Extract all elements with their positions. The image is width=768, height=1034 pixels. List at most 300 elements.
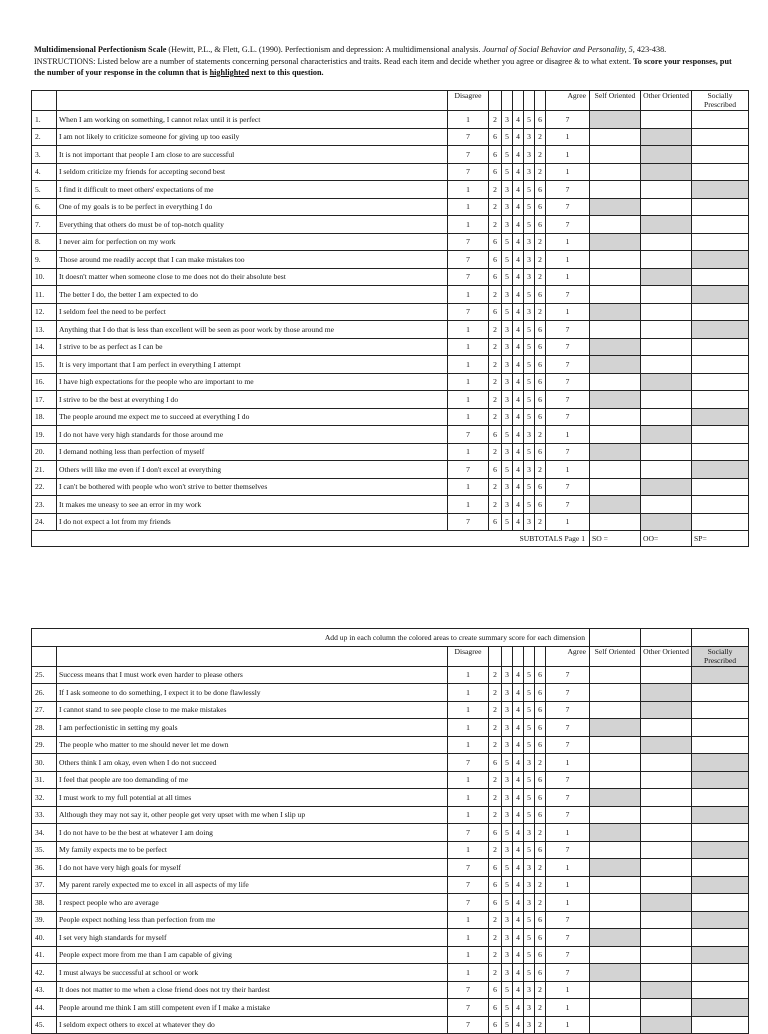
scale-value[interactable]: 4: [513, 981, 524, 999]
scale-value[interactable]: 2: [489, 946, 502, 964]
social-score-cell[interactable]: [692, 408, 749, 426]
scale-value[interactable]: 4: [513, 876, 524, 894]
scale-value[interactable]: 4: [513, 338, 524, 356]
scale-value[interactable]: 5: [524, 443, 535, 461]
scale-value[interactable]: 1: [448, 408, 489, 426]
scale-value[interactable]: 1: [448, 684, 489, 702]
scale-value[interactable]: 5: [524, 286, 535, 304]
scale-value[interactable]: 1: [448, 181, 489, 199]
scale-value[interactable]: 3: [524, 233, 535, 251]
scale-value[interactable]: 2: [489, 391, 502, 409]
scale-value[interactable]: 7: [546, 391, 590, 409]
scale-value[interactable]: 2: [489, 806, 502, 824]
social-score-cell[interactable]: [692, 946, 749, 964]
scale-value[interactable]: 6: [489, 303, 502, 321]
scale-value[interactable]: 6: [535, 496, 546, 514]
social-score-cell[interactable]: [692, 806, 749, 824]
social-score-cell[interactable]: [692, 233, 749, 251]
other-score-cell[interactable]: [641, 929, 692, 947]
scale-value[interactable]: 2: [535, 303, 546, 321]
scale-value[interactable]: 5: [502, 981, 513, 999]
scale-value[interactable]: 1: [546, 981, 590, 999]
scale-value[interactable]: 2: [535, 163, 546, 181]
sp-subtotal[interactable]: SP=: [692, 531, 749, 547]
oo-subtotal[interactable]: OO=: [641, 531, 692, 547]
scale-value[interactable]: 3: [524, 513, 535, 531]
scale-value[interactable]: 5: [502, 876, 513, 894]
social-score-cell[interactable]: [692, 666, 749, 684]
scale-value[interactable]: 1: [448, 911, 489, 929]
scale-value[interactable]: 7: [546, 946, 590, 964]
scale-value[interactable]: 7: [448, 824, 489, 842]
scale-value[interactable]: 3: [502, 408, 513, 426]
self-score-cell[interactable]: [590, 513, 641, 531]
scale-value[interactable]: 6: [535, 111, 546, 129]
social-score-cell[interactable]: [692, 859, 749, 877]
scale-value[interactable]: 1: [448, 478, 489, 496]
scale-value[interactable]: 5: [524, 946, 535, 964]
scale-value[interactable]: 2: [535, 824, 546, 842]
scale-value[interactable]: 5: [524, 391, 535, 409]
scale-value[interactable]: 5: [524, 356, 535, 374]
self-score-cell[interactable]: [590, 789, 641, 807]
scale-value[interactable]: 2: [489, 338, 502, 356]
other-score-cell[interactable]: [641, 701, 692, 719]
scale-value[interactable]: 4: [513, 946, 524, 964]
self-score-cell[interactable]: [590, 198, 641, 216]
self-score-cell[interactable]: [590, 1016, 641, 1034]
scale-value[interactable]: 2: [535, 876, 546, 894]
other-score-cell[interactable]: [641, 356, 692, 374]
scale-value[interactable]: 6: [535, 408, 546, 426]
scale-value[interactable]: 6: [489, 426, 502, 444]
social-score-cell[interactable]: [692, 373, 749, 391]
other-score-cell[interactable]: [641, 684, 692, 702]
scale-value[interactable]: 5: [502, 251, 513, 269]
scale-value[interactable]: 4: [513, 321, 524, 339]
social-score-cell[interactable]: [692, 789, 749, 807]
scale-value[interactable]: 2: [489, 443, 502, 461]
scale-value[interactable]: 7: [546, 789, 590, 807]
scale-value[interactable]: 1: [546, 146, 590, 164]
scale-value[interactable]: 2: [489, 321, 502, 339]
scale-value[interactable]: 1: [448, 356, 489, 374]
scale-value[interactable]: 6: [489, 128, 502, 146]
scale-value[interactable]: 3: [502, 198, 513, 216]
scale-value[interactable]: 1: [546, 859, 590, 877]
self-score-cell[interactable]: [590, 929, 641, 947]
scale-value[interactable]: 4: [513, 911, 524, 929]
social-score-cell[interactable]: [692, 911, 749, 929]
self-score-cell[interactable]: [590, 841, 641, 859]
scale-value[interactable]: 7: [546, 719, 590, 737]
self-score-cell[interactable]: [590, 876, 641, 894]
other-score-cell[interactable]: [641, 719, 692, 737]
scale-value[interactable]: 2: [535, 251, 546, 269]
scale-value[interactable]: 3: [524, 999, 535, 1017]
other-score-cell[interactable]: [641, 771, 692, 789]
scale-value[interactable]: 3: [502, 929, 513, 947]
scale-value[interactable]: 4: [513, 461, 524, 479]
scale-value[interactable]: 6: [535, 321, 546, 339]
scale-value[interactable]: 7: [448, 163, 489, 181]
scale-value[interactable]: 4: [513, 999, 524, 1017]
scale-value[interactable]: 4: [513, 128, 524, 146]
scale-value[interactable]: 4: [513, 513, 524, 531]
scale-value[interactable]: 1: [546, 303, 590, 321]
scale-value[interactable]: 2: [489, 701, 502, 719]
scale-value[interactable]: 2: [489, 911, 502, 929]
scale-value[interactable]: 2: [489, 964, 502, 982]
scale-value[interactable]: 4: [513, 391, 524, 409]
other-score-cell[interactable]: [641, 408, 692, 426]
scale-value[interactable]: 4: [513, 111, 524, 129]
scale-value[interactable]: 3: [502, 684, 513, 702]
scale-value[interactable]: 2: [489, 286, 502, 304]
social-score-cell[interactable]: [692, 321, 749, 339]
social-score-cell[interactable]: [692, 216, 749, 234]
scale-value[interactable]: 5: [502, 754, 513, 772]
scale-value[interactable]: 7: [546, 911, 590, 929]
scale-value[interactable]: 7: [448, 999, 489, 1017]
scale-value[interactable]: 4: [513, 824, 524, 842]
self-score-cell[interactable]: [590, 981, 641, 999]
scale-value[interactable]: 5: [502, 1016, 513, 1034]
self-score-cell[interactable]: [590, 181, 641, 199]
scale-value[interactable]: 7: [448, 128, 489, 146]
scale-value[interactable]: 4: [513, 894, 524, 912]
scale-value[interactable]: 6: [489, 251, 502, 269]
scale-value[interactable]: 6: [489, 1016, 502, 1034]
scale-value[interactable]: 2: [489, 478, 502, 496]
scale-value[interactable]: 5: [524, 216, 535, 234]
scale-value[interactable]: 6: [535, 666, 546, 684]
scale-value[interactable]: 4: [513, 929, 524, 947]
self-score-cell[interactable]: [590, 719, 641, 737]
scale-value[interactable]: 5: [502, 513, 513, 531]
self-score-cell[interactable]: [590, 754, 641, 772]
scale-value[interactable]: 1: [546, 251, 590, 269]
scale-value[interactable]: 1: [448, 286, 489, 304]
other-score-cell[interactable]: [641, 911, 692, 929]
scale-value[interactable]: 6: [489, 824, 502, 842]
scale-value[interactable]: 3: [502, 789, 513, 807]
scale-value[interactable]: 3: [502, 181, 513, 199]
social-score-cell[interactable]: [692, 181, 749, 199]
scale-value[interactable]: 2: [489, 408, 502, 426]
scale-value[interactable]: 6: [535, 841, 546, 859]
scale-value[interactable]: 1: [546, 894, 590, 912]
scale-value[interactable]: 3: [502, 496, 513, 514]
self-score-cell[interactable]: [590, 964, 641, 982]
scale-value[interactable]: 5: [524, 806, 535, 824]
other-score-cell[interactable]: [641, 789, 692, 807]
social-score-cell[interactable]: [692, 391, 749, 409]
scale-value[interactable]: 1: [448, 443, 489, 461]
scale-value[interactable]: 1: [448, 198, 489, 216]
scale-value[interactable]: 1: [448, 666, 489, 684]
scale-value[interactable]: 6: [535, 684, 546, 702]
other-score-cell[interactable]: [641, 251, 692, 269]
scale-value[interactable]: 5: [524, 684, 535, 702]
scale-value[interactable]: 3: [502, 391, 513, 409]
self-score-cell[interactable]: [590, 251, 641, 269]
self-score-cell[interactable]: [590, 824, 641, 842]
scale-value[interactable]: 5: [524, 841, 535, 859]
other-score-cell[interactable]: [641, 666, 692, 684]
scale-value[interactable]: 2: [489, 719, 502, 737]
scale-value[interactable]: 5: [524, 321, 535, 339]
scale-value[interactable]: 7: [448, 876, 489, 894]
other-score-cell[interactable]: [641, 216, 692, 234]
scale-value[interactable]: 3: [524, 163, 535, 181]
scale-value[interactable]: 6: [489, 754, 502, 772]
scale-value[interactable]: 4: [513, 789, 524, 807]
scale-value[interactable]: 4: [513, 666, 524, 684]
scale-value[interactable]: 6: [489, 876, 502, 894]
scale-value[interactable]: 5: [502, 894, 513, 912]
scale-value[interactable]: 4: [513, 303, 524, 321]
scale-value[interactable]: 2: [535, 981, 546, 999]
scale-value[interactable]: 5: [502, 859, 513, 877]
scale-value[interactable]: 4: [513, 771, 524, 789]
scale-value[interactable]: 6: [489, 461, 502, 479]
other-score-cell[interactable]: [641, 1016, 692, 1034]
scale-value[interactable]: 6: [489, 513, 502, 531]
social-score-cell[interactable]: [692, 198, 749, 216]
scale-value[interactable]: 6: [535, 478, 546, 496]
scale-value[interactable]: 7: [546, 496, 590, 514]
scale-value[interactable]: 7: [546, 408, 590, 426]
scale-value[interactable]: 5: [524, 408, 535, 426]
scale-value[interactable]: 7: [546, 181, 590, 199]
social-score-cell[interactable]: [692, 286, 749, 304]
scale-value[interactable]: 3: [502, 338, 513, 356]
scale-value[interactable]: 2: [535, 999, 546, 1017]
self-score-cell[interactable]: [590, 146, 641, 164]
scale-value[interactable]: 1: [546, 426, 590, 444]
other-score-cell[interactable]: [641, 426, 692, 444]
scale-value[interactable]: 2: [489, 181, 502, 199]
scale-value[interactable]: 2: [535, 894, 546, 912]
scale-value[interactable]: 3: [502, 911, 513, 929]
self-score-cell[interactable]: [590, 666, 641, 684]
other-score-cell[interactable]: [641, 999, 692, 1017]
self-score-cell[interactable]: [590, 771, 641, 789]
scale-value[interactable]: 7: [448, 426, 489, 444]
scale-value[interactable]: 7: [448, 233, 489, 251]
scale-value[interactable]: 6: [535, 736, 546, 754]
other-score-cell[interactable]: [641, 181, 692, 199]
self-score-cell[interactable]: [590, 303, 641, 321]
other-score-cell[interactable]: [641, 128, 692, 146]
scale-value[interactable]: 2: [489, 771, 502, 789]
scale-value[interactable]: 3: [524, 128, 535, 146]
scale-value[interactable]: 1: [546, 233, 590, 251]
scale-value[interactable]: 3: [502, 286, 513, 304]
social-score-cell[interactable]: [692, 841, 749, 859]
scale-value[interactable]: 7: [448, 1016, 489, 1034]
scale-value[interactable]: 3: [524, 754, 535, 772]
scale-value[interactable]: 3: [502, 321, 513, 339]
self-score-cell[interactable]: [590, 268, 641, 286]
scale-value[interactable]: 5: [524, 719, 535, 737]
scale-value[interactable]: 2: [535, 754, 546, 772]
scale-value[interactable]: 5: [502, 303, 513, 321]
scale-value[interactable]: 4: [513, 408, 524, 426]
social-score-cell[interactable]: [692, 163, 749, 181]
scale-value[interactable]: 7: [546, 286, 590, 304]
scale-value[interactable]: 7: [546, 736, 590, 754]
social-score-cell[interactable]: [692, 701, 749, 719]
other-score-cell[interactable]: [641, 233, 692, 251]
social-score-cell[interactable]: [692, 929, 749, 947]
scale-value[interactable]: 5: [524, 338, 535, 356]
scale-value[interactable]: 1: [546, 461, 590, 479]
scale-value[interactable]: 1: [448, 391, 489, 409]
scale-value[interactable]: 1: [546, 128, 590, 146]
scale-value[interactable]: 5: [524, 736, 535, 754]
scale-value[interactable]: 1: [448, 789, 489, 807]
scale-value[interactable]: 5: [502, 999, 513, 1017]
self-score-cell[interactable]: [590, 216, 641, 234]
self-score-cell[interactable]: [590, 373, 641, 391]
scale-value[interactable]: 5: [524, 111, 535, 129]
scale-value[interactable]: 7: [448, 894, 489, 912]
scale-value[interactable]: 6: [489, 268, 502, 286]
scale-value[interactable]: 3: [524, 426, 535, 444]
social-score-cell[interactable]: [692, 684, 749, 702]
scale-value[interactable]: 5: [502, 146, 513, 164]
social-score-cell[interactable]: [692, 719, 749, 737]
scale-value[interactable]: 4: [513, 356, 524, 374]
scale-value[interactable]: 7: [546, 198, 590, 216]
social-score-cell[interactable]: [692, 443, 749, 461]
scale-value[interactable]: 2: [535, 128, 546, 146]
scale-value[interactable]: 4: [513, 373, 524, 391]
self-score-cell[interactable]: [590, 391, 641, 409]
other-score-cell[interactable]: [641, 736, 692, 754]
scale-value[interactable]: 3: [524, 303, 535, 321]
scale-value[interactable]: 4: [513, 443, 524, 461]
social-score-cell[interactable]: [692, 513, 749, 531]
self-score-cell[interactable]: [590, 163, 641, 181]
other-score-cell[interactable]: [641, 824, 692, 842]
self-score-cell[interactable]: [590, 408, 641, 426]
scale-value[interactable]: 7: [546, 806, 590, 824]
scale-value[interactable]: 7: [448, 513, 489, 531]
scale-value[interactable]: 5: [524, 198, 535, 216]
self-score-cell[interactable]: [590, 806, 641, 824]
scale-value[interactable]: 3: [502, 701, 513, 719]
other-score-cell[interactable]: [641, 754, 692, 772]
so-subtotal[interactable]: SO =: [590, 531, 641, 547]
self-score-cell[interactable]: [590, 736, 641, 754]
scale-value[interactable]: 4: [513, 426, 524, 444]
scale-value[interactable]: 3: [524, 461, 535, 479]
other-score-cell[interactable]: [641, 163, 692, 181]
scale-value[interactable]: 2: [489, 496, 502, 514]
scale-value[interactable]: 3: [502, 111, 513, 129]
scale-value[interactable]: 7: [546, 684, 590, 702]
scale-value[interactable]: 1: [448, 496, 489, 514]
scale-value[interactable]: 2: [489, 111, 502, 129]
scale-value[interactable]: 2: [489, 789, 502, 807]
scale-value[interactable]: 6: [535, 911, 546, 929]
social-score-cell[interactable]: [692, 128, 749, 146]
other-score-cell[interactable]: [641, 876, 692, 894]
scale-value[interactable]: 1: [448, 929, 489, 947]
scale-value[interactable]: 3: [502, 216, 513, 234]
scale-value[interactable]: 7: [448, 146, 489, 164]
scale-value[interactable]: 1: [448, 964, 489, 982]
scale-value[interactable]: 1: [546, 163, 590, 181]
scale-value[interactable]: 6: [535, 964, 546, 982]
scale-value[interactable]: 6: [535, 338, 546, 356]
scale-value[interactable]: 1: [448, 338, 489, 356]
scale-value[interactable]: 1: [546, 999, 590, 1017]
scale-value[interactable]: 6: [535, 373, 546, 391]
scale-value[interactable]: 3: [524, 981, 535, 999]
scale-value[interactable]: 3: [524, 251, 535, 269]
scale-value[interactable]: 5: [502, 824, 513, 842]
scale-value[interactable]: 2: [489, 356, 502, 374]
scale-value[interactable]: 4: [513, 806, 524, 824]
scale-value[interactable]: 4: [513, 478, 524, 496]
scale-value[interactable]: 1: [448, 701, 489, 719]
scale-value[interactable]: 5: [524, 911, 535, 929]
scale-value[interactable]: 7: [546, 373, 590, 391]
scale-value[interactable]: 1: [546, 1016, 590, 1034]
scale-value[interactable]: 5: [524, 964, 535, 982]
scale-value[interactable]: 2: [535, 268, 546, 286]
other-score-cell[interactable]: [641, 391, 692, 409]
scale-value[interactable]: 7: [448, 251, 489, 269]
scale-value[interactable]: 7: [546, 111, 590, 129]
scale-value[interactable]: 7: [448, 461, 489, 479]
social-score-cell[interactable]: [692, 1016, 749, 1034]
scale-value[interactable]: 5: [502, 163, 513, 181]
other-score-cell[interactable]: [641, 373, 692, 391]
scale-value[interactable]: 7: [546, 338, 590, 356]
scale-value[interactable]: 3: [502, 841, 513, 859]
scale-value[interactable]: 7: [448, 981, 489, 999]
scale-value[interactable]: 3: [502, 806, 513, 824]
scale-value[interactable]: 5: [524, 771, 535, 789]
social-score-cell[interactable]: [692, 736, 749, 754]
social-score-cell[interactable]: [692, 303, 749, 321]
scale-value[interactable]: 5: [524, 789, 535, 807]
scale-value[interactable]: 7: [546, 841, 590, 859]
scale-value[interactable]: 6: [535, 701, 546, 719]
scale-value[interactable]: 1: [546, 824, 590, 842]
scale-value[interactable]: 3: [502, 719, 513, 737]
scale-value[interactable]: 7: [546, 771, 590, 789]
scale-value[interactable]: 5: [524, 478, 535, 496]
self-score-cell[interactable]: [590, 338, 641, 356]
social-score-cell[interactable]: [692, 111, 749, 129]
scale-value[interactable]: 2: [489, 666, 502, 684]
scale-value[interactable]: 5: [524, 701, 535, 719]
scale-value[interactable]: 3: [502, 771, 513, 789]
scale-value[interactable]: 2: [535, 513, 546, 531]
other-score-cell[interactable]: [641, 894, 692, 912]
scale-value[interactable]: 3: [502, 356, 513, 374]
scale-value[interactable]: 3: [524, 1016, 535, 1034]
other-score-cell[interactable]: [641, 321, 692, 339]
scale-value[interactable]: 3: [502, 964, 513, 982]
other-score-cell[interactable]: [641, 286, 692, 304]
